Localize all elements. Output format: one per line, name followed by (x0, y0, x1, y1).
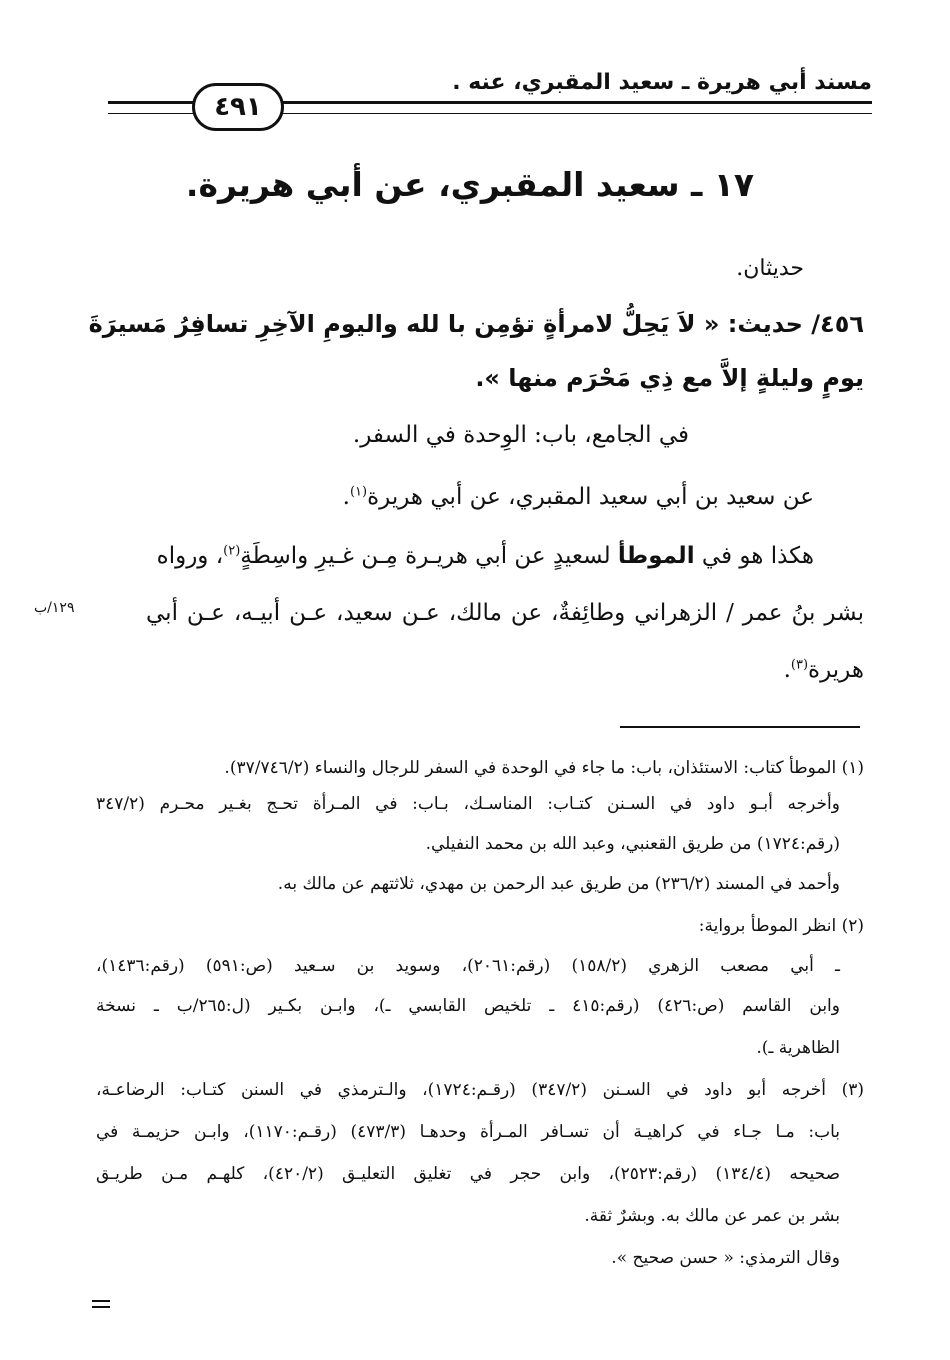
paragraph-text-3: هريرة (808, 657, 864, 683)
chapter-title: ١٧ ـ سعيد المقبري، عن أبي هريرة. (185, 165, 755, 204)
paragraph-text-1b: لسعيدٍ عن أبي هريـرة مِـن غـيرِ واسِطَةٍ (240, 543, 611, 569)
footnote-2-line-1: (٢) انظر الموطأ برواية: (698, 916, 864, 936)
source-line (96, 422, 864, 448)
footnote-2-line-3: وابن القاسم (ص:٤٢٦) (رقم:٤١٥ ـ تلخيص القابسي ـ)، وابـن بكـير (ل:٢٦٥/ب ـ نسخة (96, 996, 840, 1016)
footnote-separator (620, 726, 860, 728)
footnote-1-line-3: (رقم:١٧٢٤) من طريق القعنبي، وعبد الله بن محمد النفيلي. (425, 834, 840, 854)
footnote-2-line-4: الظاهرية ـ). (756, 1038, 840, 1058)
paragraph-line-3 (96, 657, 864, 683)
footnote-3-line-2: باب: مـا جـاء في كراهيـة أن تسـافر المـرأة وحدهـا (٤٧٣/٣) (رقـم:١١٧٠)، وابـن حزيمـة في (96, 1122, 841, 1142)
hadith-line-1 (88, 310, 864, 338)
isnad-line (96, 484, 864, 510)
hadith-label: حديث: (727, 310, 803, 338)
footnote-3-line-4: بشر بن عمر عن مالك به. وبشرٌ ثقة. (584, 1206, 840, 1226)
muwatta-term: الموطأ (617, 543, 695, 569)
paragraph-line-1 (96, 543, 864, 569)
paragraph-end-3: . (783, 657, 791, 683)
manuscript-folio-note: ١٢٩/ب (34, 600, 75, 616)
hadith-number: ٤٥٦/ (811, 310, 864, 338)
isnad-end: . (342, 484, 350, 510)
footnote-ref-2[interactable]: (٢) (223, 543, 241, 559)
hadith-line-2: يومٍ وليلةٍ إلاَّ مع ذِي مَحْرَم منها ». (475, 364, 864, 392)
isnad-text: عن سعيد بن أبي سعيد المقبري، عن أبي هريرة (367, 484, 814, 510)
hadith-count: حديثان. (736, 256, 804, 281)
footnote-3-line-5: وقال الترمذي: « حسن صحيح ». (611, 1248, 840, 1268)
page-end-mark (92, 1300, 110, 1308)
paragraph-text-1c: ، ورواه (156, 543, 224, 569)
footnote-ref-3[interactable]: (٣) (790, 657, 809, 673)
footnote-1-line-2: وأخرجه أبـو داود في السـنن كتـاب: المناسـك، بـاب: في المـرأة تحـج بغـير محـرم (٣٤٧/٢ (96, 794, 840, 814)
footnote-3-line-1: (٣) أخرجه أبو داود في السـنن (٣٤٧/٢) (رقـم:١٧٢٤)، والـترمذي في السنن كتـاب: الرضاعـة، (96, 1080, 864, 1100)
paragraph-line-2: بشر بنُ عمر / الزهراني وطائِفةٌ، عن مالك، عـن سعيد، عـن أبيـه، عـن أبي (146, 600, 864, 626)
running-header-title: مسند أبي هريرة ـ سعيد المقبري، عنه . (452, 70, 872, 95)
footnote-3-line-3: صحيحه (١٣٤/٤) (رقم:٢٥٢٣)، وابن حجر في تغليق التعليـق (٤٢٠/٢)، كلهـم مـن طريـق (96, 1164, 840, 1184)
footnote-1-line-4: وأحمد في المسند (٢٣٦/٢) من طريق عبد الرحمن بن مهدي، ثلاثتهم عن مالك به. (277, 874, 840, 894)
source-text: في الجامع، باب: الوِحدة في السفر. (352, 422, 689, 448)
hadith-count-line (96, 256, 864, 281)
hadith-text-1: « لاَ يَحِلُّ لامرأةٍ تؤمِن با لله واليومِ الآخِرِ تسافِرُ مَسيرَةَ (88, 310, 720, 338)
footnote-ref-1[interactable]: (١) (349, 484, 368, 500)
page-number: ٤٩١ (192, 83, 284, 131)
footnote-1-line-1: (١) الموطأ كتاب: الاستئذان، باب: ما جاء في الوحدة في السفر للرجال والنساء (٣٧/٧٤٦/٢). (224, 758, 864, 778)
paragraph-text-1a: هكذا هو في (701, 543, 814, 569)
footnote-2-line-2: ـ أبي مصعب الزهري (١٥٨/٢) (رقم:٢٠٦١)، وسويد بن سـعيد (ص:٥٩١) (رقم:١٤٣٦)، (96, 956, 840, 976)
